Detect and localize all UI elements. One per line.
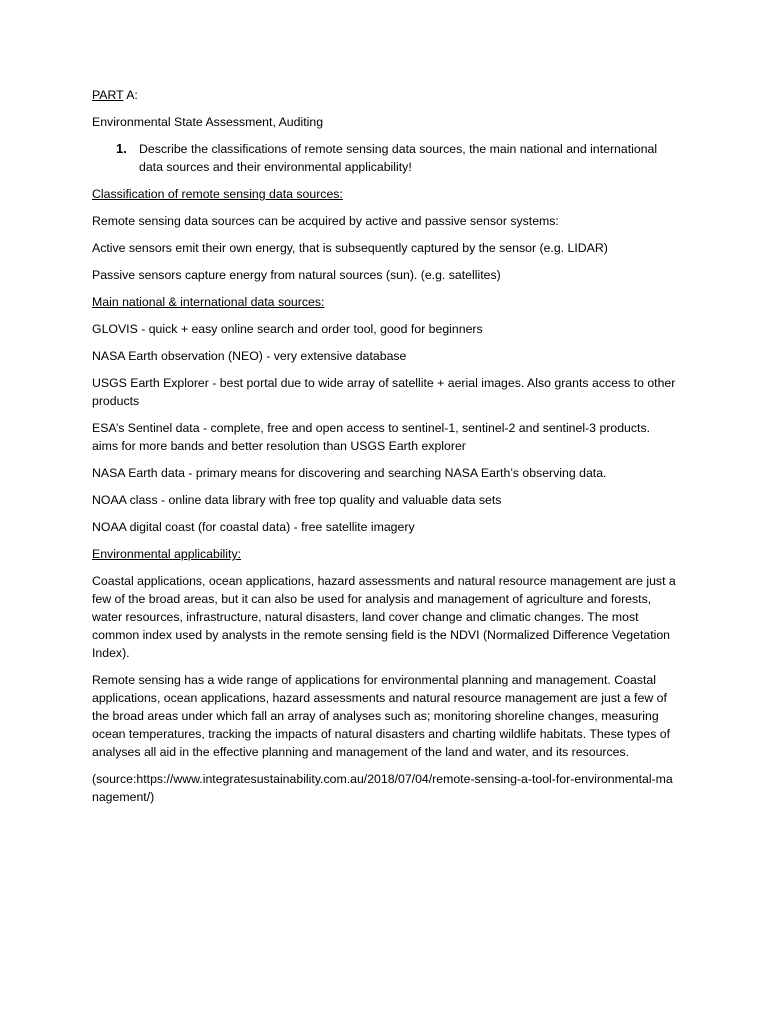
source-item: NOAA digital coast (for coastal data) - free satellite imagery xyxy=(92,520,415,534)
source-item: GLOVIS - quick + easy online search and order tool, good for beginners xyxy=(92,322,483,336)
source-item: USGS Earth Explorer - best portal due to wide array of satellite + aerial images. Also grants access to other products xyxy=(92,376,676,408)
question-item xyxy=(92,140,676,176)
question-text: Describe the classifications of remote sensing data sources, the main national and international data sources and their environmental applicability! xyxy=(139,142,658,174)
applicability-heading: Environmental applicability: xyxy=(92,547,242,561)
document-subtitle: Environmental State Assessment, Auditing xyxy=(92,115,324,129)
part-label: PART xyxy=(92,88,124,102)
classification-paragraph: Remote sensing data sources can be acquired by active and passive sensor systems: xyxy=(92,214,559,228)
source-item: NASA Earth observation (NEO) - very extensive database xyxy=(92,349,407,363)
classification-heading: Classification of remote sensing data sources: xyxy=(92,187,343,201)
source-item: NOAA class - online data library with free top quality and valuable data sets xyxy=(92,493,502,507)
classification-paragraph: Passive sensors capture energy from natural sources (sun). (e.g. satellites) xyxy=(92,268,501,282)
sources-heading: Main national & international data sources: xyxy=(92,295,325,309)
classification-paragraph: Active sensors emit their own energy, that is subsequently captured by the sensor (e.g. LIDAR) xyxy=(92,241,608,255)
source-item: NASA Earth data - primary means for discovering and searching NASA Earth’s observing data. xyxy=(92,466,607,480)
part-suffix: A: xyxy=(123,88,138,102)
applicability-paragraph: Remote sensing has a wide range of applications for environmental planning and management. Coastal applications, ocean applications, hazard assessments and natural resource management are just a few of the broad areas under which fall an array of analyses such as; monitoring shoreline changes, measuring ocean temperatures, tracking the impacts of natural disasters and charting wildlife habitats. These types of analyses all aid in the effective planning and management of the land and water, and its resources. xyxy=(92,673,671,759)
question-number: 1. xyxy=(116,141,127,156)
applicability-paragraph: Coastal applications, ocean applications, hazard assessments and natural resource management are just a few of the broad areas, but it can also be used for analysis and management of agriculture and forests, water resources, infrastructure, natural disasters, land cover change and climatic changes. The most common index used by analysts in the remote sensing field is the NDVI (Normalized Difference Vegetation Index). xyxy=(92,574,676,660)
source-item: ESA’s Sentinel data - complete, free and open access to sentinel-1, sentinel-2 and sentinel-3 products. aims for more bands and better resolution than USGS Earth explorer xyxy=(92,421,651,453)
source-citation: (source:https://www.integratesustainability.com.au/2018/07/04/remote-sensing-a-tool-for-environmental-management/) xyxy=(92,772,673,804)
part-heading xyxy=(92,86,676,104)
document-page xyxy=(92,86,676,815)
